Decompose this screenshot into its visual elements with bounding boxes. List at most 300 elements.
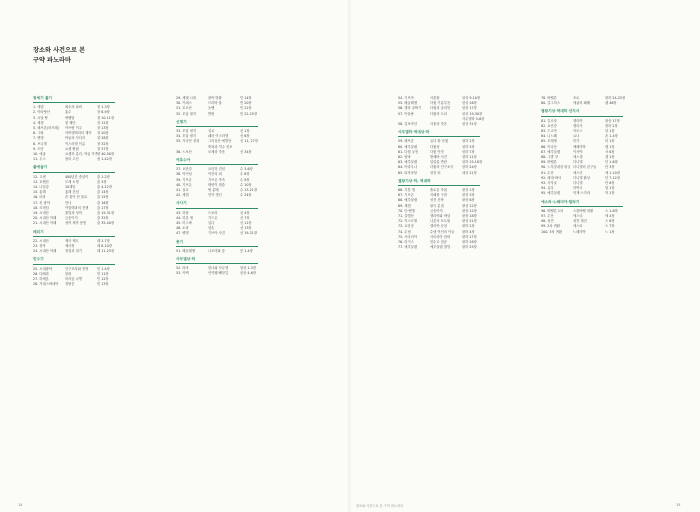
event-name: 아모스 — [573, 129, 583, 134]
scripture-ref: 에 4장 — [605, 214, 615, 219]
place-name: 31. 호르산 — [176, 106, 192, 111]
scripture-ref: 창 32장 — [97, 141, 109, 146]
place-name: 36. 느보산 — [176, 149, 192, 154]
place-name: 55. 베들레헴 — [398, 101, 418, 106]
scripture-ref: 왕상 12장 — [462, 203, 477, 208]
event-name: 기브온 족속 — [208, 177, 225, 182]
scripture-ref: 수 13-21장 — [240, 188, 257, 193]
place-name: 24. 시내산 아래 — [33, 249, 57, 254]
event-name: 드보라 — [208, 210, 218, 215]
list-item — [398, 171, 480, 176]
event-name: 므리바 물 — [208, 101, 222, 106]
event-name: 인구조사와 진영 — [65, 266, 89, 271]
event-name: 삼손 — [208, 226, 215, 231]
column-1 — [33, 96, 115, 288]
page-number-left: 14 — [18, 503, 23, 507]
section-heading: 창세기 출기 — [33, 96, 115, 103]
place-name: 98. 성전 — [541, 219, 554, 224]
place-name: 5. 헤브론(마므레) — [33, 126, 59, 131]
scripture-ref: 수 10장 — [240, 182, 252, 187]
event-name: 성전 건축 — [430, 198, 444, 203]
event-name: 바벨탑 — [65, 115, 75, 120]
scripture-ref: 삼상 4-6장 — [240, 271, 256, 276]
event-name: 에스겔 — [573, 155, 583, 160]
scripture-ref: 왕상 1장 — [462, 188, 475, 193]
list-item — [33, 249, 115, 254]
event-name: 다니엘 — [573, 160, 583, 165]
place-name: 80. 갈그미스 — [541, 101, 561, 106]
event-name: 이스라엘 이름 — [65, 141, 86, 146]
list-item — [176, 193, 258, 198]
scripture-ref: 레 1-7장 — [97, 238, 110, 243]
scripture-ref: 단 6장 — [605, 181, 615, 186]
scripture-ref: 출 16장 — [97, 200, 109, 205]
scripture-ref: 민 21장 — [240, 106, 252, 111]
event-name: 엘리야 — [573, 118, 583, 123]
scripture-ref: 민 11장 — [97, 271, 109, 276]
place-name: 23. 성막 — [33, 244, 46, 249]
scripture-ref: 창 28장 — [97, 136, 109, 141]
place-name: 28. 가데스바네아 — [33, 282, 59, 287]
scripture-ref: 스 1-6장 — [605, 208, 618, 213]
place-name: 3. 시날 땅 — [33, 115, 48, 120]
place-name: 12. 고센 — [33, 174, 46, 179]
list-item — [176, 112, 258, 117]
scripture-ref: 삼상 16장 — [462, 101, 477, 106]
event-name: 다니엘 환상 — [573, 175, 590, 180]
list-item — [33, 221, 115, 226]
section-heading: 여호수아 — [176, 158, 258, 165]
event-name: 최초의 타락 — [65, 105, 82, 110]
event-name: 성막 제작 봉헌 — [65, 221, 87, 226]
scripture-ref: 삼상 31장 — [462, 122, 477, 127]
scripture-ref: 창 10-11장 — [97, 115, 114, 120]
scripture-ref: 창 13장 — [97, 126, 109, 131]
page-gutter — [348, 0, 352, 512]
place-name: 29. 세렛 시내 — [176, 96, 197, 100]
place-name: 65. 타작마당 — [398, 170, 418, 175]
scripture-ref: 출 17장 — [97, 205, 109, 210]
place-name: 60. 예루살렘 — [398, 144, 418, 149]
event-name: 예레미야 — [573, 144, 586, 149]
event-name: 야곱의 사다리 — [65, 136, 86, 141]
event-name: 금송아지 — [65, 216, 78, 221]
scripture-ref: 삿 4장 — [240, 210, 250, 215]
scripture-ref: 출 15장 — [97, 195, 109, 200]
place-name: 33. 모압 평지 — [176, 129, 197, 134]
list-item — [176, 231, 258, 236]
scripture-ref: 단 3장 — [605, 165, 615, 170]
place-name: 30. 가데스 — [176, 101, 192, 106]
scripture-ref: 신 34장 — [240, 149, 252, 154]
place-name: 89. 바벨론 — [541, 160, 557, 165]
scripture-ref: 삿 19-21장 — [240, 231, 257, 236]
event-name: 놋뱀 — [208, 106, 215, 111]
place-name: 64. 아라우나 — [398, 165, 418, 170]
event-name: 언약궤 빼앗김 — [208, 271, 229, 276]
scripture-ref: 창 20장 — [97, 131, 109, 136]
scripture-ref: 출 1-2장 — [97, 174, 110, 179]
event-name: 스룹바벨 귀환 — [573, 208, 594, 213]
place-name: 18. 르비딤 — [33, 205, 49, 210]
scripture-ref: 미 1장 — [605, 139, 615, 144]
place-name: 84. 니느웨 — [541, 134, 557, 139]
scripture-ref: 왕상 3장 — [462, 193, 475, 198]
place-name: 37. 요단강 — [176, 167, 192, 172]
scripture-ref: 민 1-4장 — [97, 266, 110, 271]
section-heading: 열왕기상·하, 역대하 — [398, 179, 480, 186]
event-name: 제사 제도 — [65, 238, 79, 243]
scripture-ref: 스 7장 — [605, 224, 615, 229]
event-name: 아브람 이주 — [65, 126, 82, 131]
event-name: 율법과 성막 — [65, 211, 82, 216]
scripture-ref: 암 1장 — [605, 129, 615, 134]
event-name: 모세의 죽음 — [208, 149, 225, 154]
event-name: 정결과 절기 — [65, 249, 82, 254]
event-name: 사울의 죽음 — [430, 122, 447, 127]
event-name: 아간의 죄 — [208, 172, 222, 177]
place-name: 81. 길르앗 — [541, 118, 557, 123]
scripture-ref: 민 22-25장 — [240, 111, 257, 116]
column-2 — [176, 96, 258, 277]
place-name: 11. 우스 — [33, 157, 46, 162]
scripture-ref: 창 1-3장 — [97, 105, 110, 110]
scripture-ref: 출 19-31장 — [97, 211, 114, 216]
event-name: 발람 — [208, 111, 215, 116]
place-name: 67. 기브온 — [398, 193, 414, 198]
place-name: 2. 아라랏산 — [33, 110, 50, 115]
event-name: 욥의 고난 — [65, 157, 79, 162]
event-name: 왕국 분열 — [430, 203, 444, 208]
scripture-ref: 삼하 7장 — [462, 149, 475, 154]
scripture-ref: 민 13장 — [97, 282, 109, 287]
place-name: 8. 브니엘 — [33, 141, 47, 146]
event-name: 엘리사 — [573, 123, 583, 128]
place-name: 83. 드고아 — [541, 129, 557, 134]
event-name: 400년간 종살이 — [65, 174, 89, 179]
event-name: 홍해 건넘 — [65, 190, 79, 195]
scripture-ref: 사 6장 — [605, 149, 615, 154]
event-name: 불평 — [65, 271, 72, 276]
list-item — [541, 230, 623, 235]
scripture-ref: 왕하 18장 — [462, 240, 477, 245]
scripture-ref: 삼상 9-10장 — [462, 96, 481, 100]
place-name: 7. 벧엘 — [33, 136, 44, 141]
scripture-ref: 삼상 17장 — [462, 106, 477, 111]
place-name: 53. 아벡 — [176, 271, 189, 276]
event-name: 사울왕 — [430, 96, 440, 100]
scripture-ref: 단 1-6장 — [605, 160, 618, 165]
event-name: 다윗의 도피 — [430, 111, 447, 116]
place-name: 46. 소라 — [176, 226, 189, 231]
place-name: 87. 예루살렘 — [541, 149, 561, 154]
event-name: 모세 소명 — [65, 179, 79, 184]
scripture-ref: 레 11-25장 — [97, 249, 114, 254]
event-name: 애굽의 패배 — [573, 101, 590, 106]
event-name: 나오미와 룻 — [208, 248, 225, 253]
scripture-ref: 창 40-50장 — [97, 152, 114, 157]
place-name: 68. 예루살렘 — [398, 198, 418, 203]
scripture-ref: 합 1장 — [605, 186, 615, 191]
event-name: 압살롬 반란 — [430, 160, 447, 165]
scripture-ref: 출 14장 — [97, 190, 109, 195]
place-name: 40. 기브온 — [176, 182, 192, 187]
section-heading: 에스라·느헤미야·말라기 — [541, 200, 623, 207]
scripture-ref: 삿 11장 — [240, 221, 252, 226]
event-name: 금송아지 — [430, 208, 443, 213]
event-name: 미가 — [573, 139, 580, 144]
place-name: 93. 사자굴 — [541, 181, 557, 186]
event-name: 엘리야 승천 — [430, 224, 447, 229]
scripture-ref: 왕하 2장 — [462, 224, 475, 229]
list-item — [176, 150, 258, 155]
event-name: 설교 — [208, 129, 215, 134]
event-name: 제사장 — [65, 244, 75, 249]
event-name: 나봇의 포도원 — [430, 219, 451, 224]
place-name: 44. 하롯 샘 — [176, 215, 193, 220]
section-heading: 사사기 — [176, 201, 258, 208]
scripture-ref: 민 12장 — [97, 277, 109, 282]
event-name: 요단강 건넘 — [208, 167, 225, 172]
event-name: 기브아 사건 — [208, 231, 225, 236]
section-heading: 룻기 — [176, 240, 258, 247]
scripture-ref: 단 7-12장 — [605, 175, 620, 180]
place-name: 78. 바벨론 — [541, 96, 557, 100]
place-name: 72. 이스르엘 — [398, 219, 418, 224]
scripture-ref: 왕하 24-25장 — [605, 96, 626, 100]
event-name: 다윗성 — [430, 144, 440, 149]
scripture-ref: 룻 1-4장 — [240, 248, 253, 253]
scripture-ref: 왕하 17장 — [462, 234, 477, 239]
place-name: 71. 갈멜산 — [398, 214, 414, 219]
event-name: 다윗 언약 — [430, 149, 444, 154]
event-name: 광야 방황 — [208, 96, 222, 100]
scripture-ref: 레 8-10장 — [97, 244, 112, 249]
place-name: 82. 요단강 — [541, 123, 557, 128]
scripture-ref: 욘 1-4장 — [605, 134, 618, 139]
event-name: 10재앙 — [65, 185, 76, 190]
place-name: 73. 요단강 — [398, 224, 414, 229]
scripture-ref: 삼하 24장 — [462, 165, 477, 170]
event-name: 솔로몬 즉위 — [430, 188, 447, 193]
place-name: 25. 시내광야 — [33, 266, 53, 271]
place-name: 42. 세겜 — [176, 193, 189, 198]
place-name: 99. 2차 귀환 — [541, 224, 560, 229]
scripture-ref: 왕상 6장 — [462, 198, 475, 203]
scripture-ref: 창 37장 — [97, 146, 109, 151]
scripture-ref: 사무엘하 5-6장 — [462, 116, 485, 121]
event-name: 요셉 팔림 — [65, 146, 79, 151]
scripture-ref: 출 32장 — [97, 216, 109, 221]
scripture-ref: 대상 21장 — [462, 170, 477, 175]
scripture-ref: 신 1장 — [240, 129, 250, 134]
event-name: 요나 — [573, 134, 580, 139]
scripture-ref: 삿 13장 — [240, 226, 252, 231]
column-3 — [398, 96, 485, 250]
place-name: 21. 시내산 아래 — [33, 221, 57, 226]
place-name: 94. 유다 — [541, 186, 554, 191]
place-name: 13. 호렙산 — [33, 179, 49, 184]
place-name: 56. 엘라 골짜기 — [398, 106, 422, 111]
place-name: 27. 하세롯 — [33, 277, 49, 282]
place-name: 76. 라기스 — [398, 240, 414, 245]
place-name: 35. 가나안 정복 — [176, 139, 200, 144]
event-name: 요셉의 총리, 야곱 가족 — [65, 152, 98, 157]
scripture-ref: 삼상 19-30장 — [462, 111, 483, 116]
section-heading: 민수기 — [33, 257, 115, 264]
event-name: 아말렉과의 전쟁 — [65, 205, 89, 210]
event-name: 만나 — [65, 200, 72, 205]
scripture-ref: 학 1장 — [605, 191, 615, 196]
scripture-ref: 삼하 15-18장 — [462, 160, 483, 165]
scripture-ref: 느 1장 — [605, 229, 615, 234]
event-name: 입다 — [208, 221, 215, 226]
scripture-ref: 왕하 25장 — [462, 245, 477, 250]
event-name: 다윗 기름부음 — [430, 101, 451, 106]
place-name: 14. 나일강 — [33, 185, 49, 190]
place-name: 57. 아둘람 — [398, 111, 414, 116]
place-name: 61. 다윗 궁전 — [398, 149, 419, 154]
page-title — [33, 46, 85, 66]
event-name: 첫 제단 — [65, 120, 76, 125]
event-name: 에스더 — [573, 170, 583, 175]
section-heading: 레위기 — [33, 230, 115, 237]
place-name: 26. 다베라 — [33, 271, 49, 276]
place-name: 63. 예루살렘 — [398, 160, 418, 165]
event-name: 에스라 — [573, 224, 583, 229]
scripture-ref: 겔 1장 — [605, 155, 615, 160]
title-line-2: 구약 파노라마 — [33, 57, 72, 64]
place-name: 6. 그랄 — [33, 131, 44, 136]
place-name: 52. 라마 — [176, 266, 189, 271]
event-name: 그리심산·에발산 — [208, 139, 232, 144]
place-name: 43. 하솔 — [176, 210, 189, 215]
place-name: 85. 모레셋 — [541, 139, 557, 144]
place-name: 91. 수산 — [541, 170, 554, 175]
list-item — [33, 157, 115, 162]
scripture-ref: 에 1-10장 — [605, 170, 620, 175]
scripture-ref: 욥 1-42장 — [97, 157, 112, 162]
event-name: 다윗의 인구조사 — [430, 165, 454, 170]
event-name: 쓴 물이 단 물로 — [65, 195, 88, 200]
scripture-ref: 수 8장 — [240, 172, 250, 177]
scripture-ref: 수 24장 — [240, 193, 252, 198]
scripture-ref: 왕상 17장 — [605, 118, 620, 123]
place-name: 32. 모압 평지 — [176, 111, 197, 116]
place-name: 47. 벧엘 — [176, 231, 189, 236]
section-heading: 신명기 — [176, 120, 258, 127]
event-name: 홍수 — [65, 110, 72, 115]
event-name: 느헤미야 — [573, 229, 586, 234]
event-name: 다니엘 — [573, 181, 583, 186]
place-name: 58. 길보아산 — [398, 122, 418, 127]
place-name: 95. 예루살렘 — [541, 191, 561, 196]
place-name: 90. 느부갓네살 왕궁 — [541, 165, 571, 170]
place-name: 15. 홍해 — [33, 190, 46, 195]
place-name: 70. 단·벧엘 — [398, 208, 415, 213]
place-name: 45. 미스바 — [176, 221, 192, 226]
page-number-right: 15 — [676, 503, 681, 507]
scripture-ref: 민 20장 — [240, 101, 252, 106]
place-name: 9. 도단 — [33, 146, 44, 151]
place-name: 86. 아나돗 — [541, 144, 557, 149]
scripture-ref: 삼하 2장 — [462, 139, 475, 144]
scripture-ref: 왕상 18장 — [462, 214, 477, 219]
event-name: 땅 분배 — [208, 188, 219, 193]
list-item — [33, 282, 115, 287]
event-name: 유다 왕 다윗 — [430, 139, 449, 144]
place-name: 97. 수산 — [541, 214, 554, 219]
scripture-ref: 창 12장 — [97, 120, 109, 125]
list-item — [176, 271, 258, 276]
place-name: 62. 랍바 — [398, 155, 411, 160]
running-footer: 장소와 사건으로 본 구약 파노라마 — [356, 504, 404, 508]
scripture-ref: 삼하 5장 — [462, 144, 475, 149]
scripture-ref: 창 6-9장 — [97, 110, 110, 115]
place-name: 77. 예루살렘 — [398, 245, 418, 250]
event-name: 학개·스가랴 — [573, 191, 590, 196]
event-name: 쉐마 이스라엘 — [208, 134, 229, 139]
event-name: 한나와 사무엘 — [208, 266, 229, 271]
event-name: 다니엘의 친구들 — [573, 165, 597, 170]
scripture-ref: 왕하 2장 — [605, 123, 618, 128]
scripture-ref: 신 6장 — [240, 134, 250, 139]
place-name: 100. 3차 귀환 — [541, 229, 563, 234]
scripture-ref: 삼하 11장 — [462, 155, 477, 160]
scripture-ref: 렘 1장 — [605, 144, 615, 149]
place-name: 59. 헤브론 — [398, 139, 414, 144]
scripture-ref: 왕상 12장 — [462, 208, 477, 213]
event-name: 지혜를 구함 — [430, 193, 447, 198]
scripture-ref: 스 6장 — [605, 219, 615, 224]
event-name: 수넴 여인의 아들 — [430, 229, 455, 234]
event-name: 성전 재건 — [573, 219, 587, 224]
place-name: 10. 애굽 — [33, 152, 46, 157]
place-name: 88. 그발 강 — [541, 155, 558, 160]
place-name: 16. 마라 — [33, 195, 46, 200]
place-name: 92. 메대·바사 — [541, 175, 562, 180]
event-name: 태양이 멈춤 — [208, 182, 225, 187]
list-item — [541, 101, 623, 106]
event-name: 사마리아 함락 — [430, 234, 451, 239]
scripture-ref: 렘 46장 — [605, 101, 617, 106]
scripture-ref: 삼상 1-3장 — [240, 266, 256, 271]
event-name: 예루살렘 멸망 — [430, 245, 451, 250]
scripture-ref: 출 35-40장 — [97, 221, 114, 226]
place-name: 17. 신 광야 — [33, 200, 50, 205]
event-name: 성전 터 — [430, 170, 441, 175]
event-name: 엘리야와 바알 — [430, 214, 451, 219]
event-name: 언약 갱신 — [208, 193, 222, 198]
event-name: 정탐꾼 — [65, 282, 75, 287]
event-name: 밧세바 사건 — [430, 155, 447, 160]
place-name: 69. 세겜 — [398, 203, 411, 208]
event-name: 아비멜렉과의 계약 — [65, 131, 92, 136]
place-name: 20. 시내산 아래 — [33, 216, 57, 221]
scripture-ref: 신 11, 27장 — [240, 139, 258, 144]
section-heading: 열왕기상·역대하 선지서 — [541, 109, 623, 116]
title-line-1: 장소와 사건으로 본 — [33, 47, 86, 54]
section-heading: 사무엘상·하 — [176, 257, 258, 264]
scripture-ref: 삿 7장 — [240, 215, 250, 220]
event-name: 이사야 — [573, 149, 583, 154]
event-name: 다윗과 골리앗 — [430, 106, 451, 111]
list-item — [398, 122, 480, 127]
event-name: 포로 — [573, 96, 580, 100]
scripture-ref: 수 3-6장 — [240, 167, 253, 172]
place-name: 22. 시내산 — [33, 238, 49, 243]
list-item — [176, 249, 258, 254]
